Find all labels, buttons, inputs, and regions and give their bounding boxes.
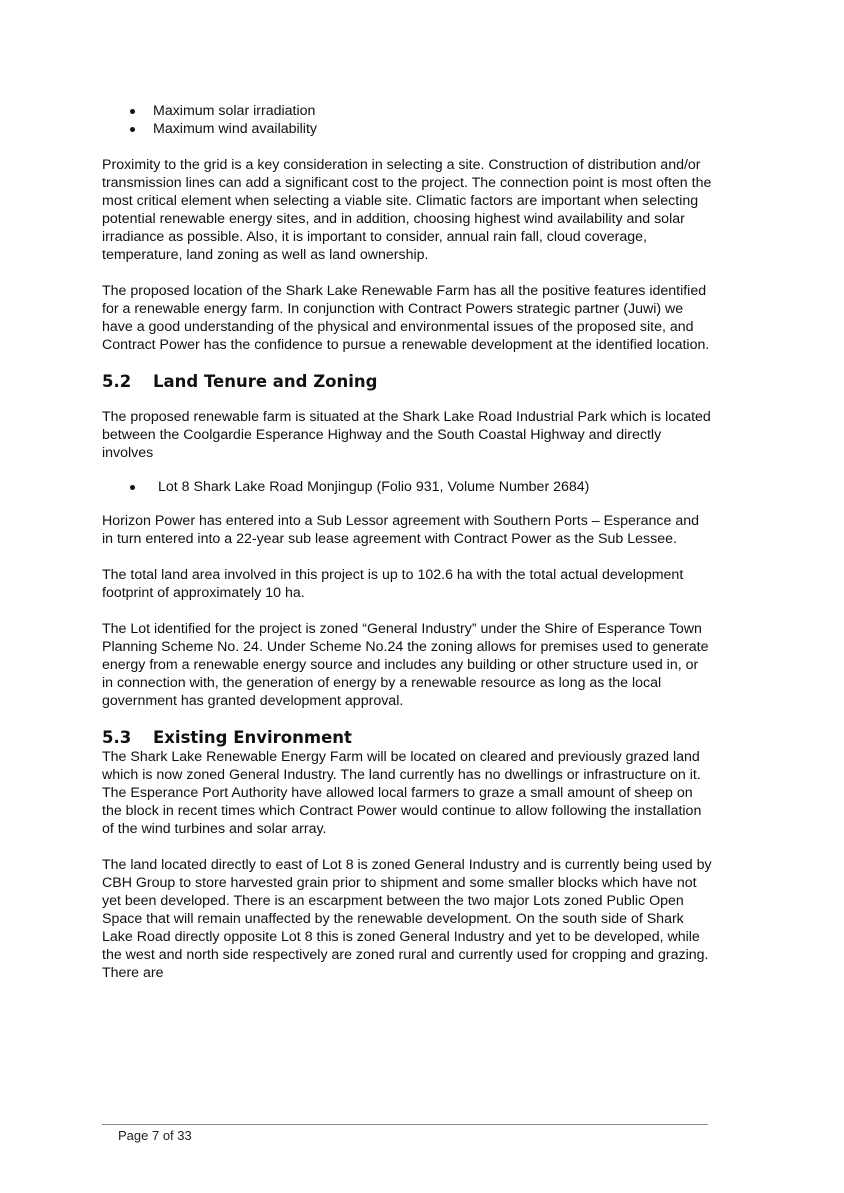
bullet-icon [130, 127, 135, 132]
paragraph-land-area: The total land area involved in this project is up to 102.6 ha with the total actual development footprint of approximately 10 ha. [102, 567, 684, 601]
paragraph-site-location: The proposed renewable farm is situated at the Shark Lake Road Industrial Park which is located between the Coolgardie Esperance Highway and the South Coastal Highway and directly involves [102, 409, 711, 461]
list-item: Maximum solar irradiation [102, 102, 712, 120]
lot-list [102, 478, 712, 496]
page-number: Page 7 of 33 [118, 1128, 192, 1143]
paragraph-proposed-location: The proposed location of the Shark Lake Renewable Farm has all the positive features identified for a renewable energy farm. In conjunction with Contract Powers strategic partner (Juwi) we have a good understanding of the physical and environmental issues of the proposed site, and Contract Power has the confidence to pursue a renewable development at the identified location. [102, 283, 710, 353]
paragraph-existing-environment: The Shark Lake Renewable Energy Farm will be located on cleared and previously grazed land which is now zoned General Industry. The land currently has no dwellings or infrastructure on it. The Esperance Port Authority have allowed local farmers to graze a small amount of sheep on the block in recent times which Contract Power would continue to allow following the installation of the wind turbines and solar array. [102, 749, 702, 837]
section-heading-5-2: 5.2 Land Tenure and Zoning [102, 372, 378, 391]
footer-divider [102, 1124, 708, 1125]
list-item: Lot 8 Shark Lake Road Monjingup (Folio 931, Volume Number 2684) [102, 478, 712, 496]
page-content [102, 102, 712, 982]
criteria-list [102, 102, 712, 138]
paragraph-grid-proximity: Proximity to the grid is a key consideration in selecting a site. Construction of distribution and/or transmission lines can add a significant cost to the project. The connection point is most often the most critical element when selecting a viable site. Climatic factors are important when selecting potential renewable energy sites, and in addition, choosing highest wind availability and solar irradiance as possible. Also, it is important to consider, annual rain fall, cloud coverage, temperature, land zoning as well as land ownership. [102, 157, 712, 263]
paragraph-zoning: The Lot identified for the project is zoned “General Industry” under the Shire of Esperance Town Planning Scheme No. 24. Under Scheme No.24 the zoning allows for premises used to generate energy from a renewable energy source and includes any building or other structure used in, or in connection with, the generation of energy by a renewable resource as long as the local government has granted development approval. [102, 621, 709, 709]
bullet-icon [130, 485, 135, 490]
section-heading-5-3: 5.3 Existing Environment [102, 728, 352, 747]
list-item: Maximum wind availability [102, 120, 712, 138]
paragraph-lease-agreement: Horizon Power has entered into a Sub Lessor agreement with Southern Ports – Esperance and in turn entered into a 22-year sub lease agreement with Contract Power as the Sub Lessee. [102, 513, 700, 547]
bullet-icon [130, 109, 135, 114]
paragraph-adjacent-land: The land located directly to east of Lot 8 is zoned General Industry and is currently being used by CBH Group to store harvested grain prior to shipment and some smaller blocks which have not yet been developed. There is an escarpment between the two major Lots zoned Public Open Space that will remain unaffected by the renewable development. On the south side of Shark Lake Road directly opposite Lot 8 this is zoned General Industry and yet to be developed, while the west and north side respectively are zoned rural and currently used for cropping and grazing. There are [102, 857, 712, 981]
